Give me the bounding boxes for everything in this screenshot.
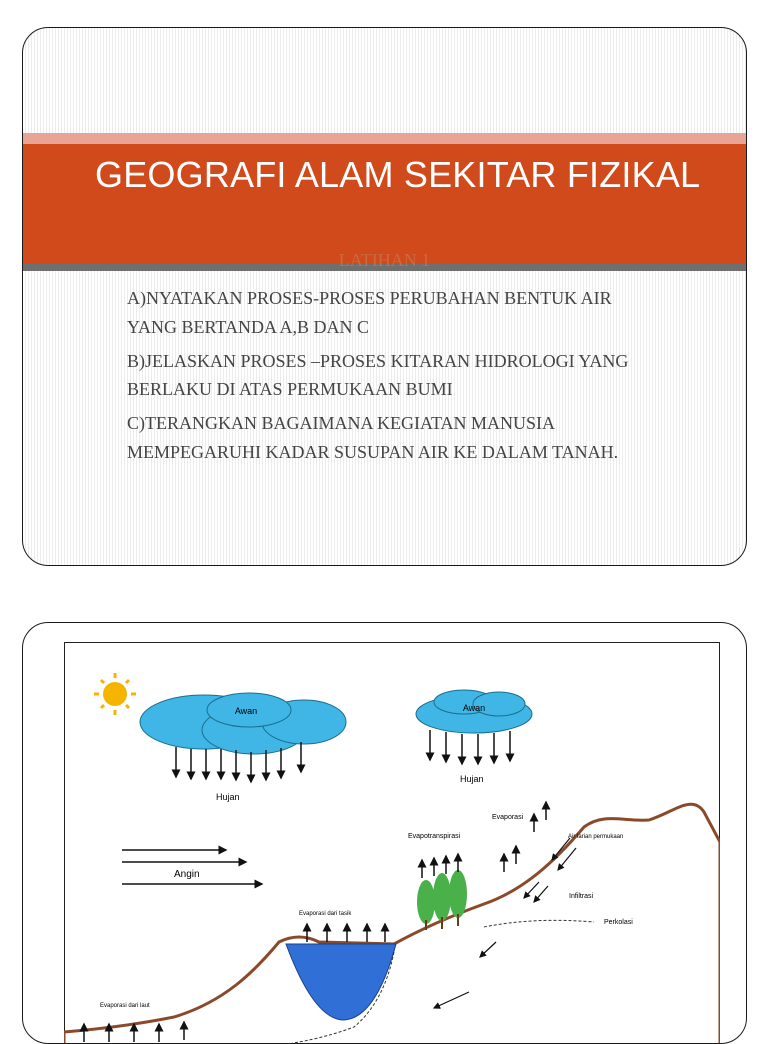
title-band-top-stripe	[23, 133, 746, 144]
cloud-left-label: Awan	[235, 706, 257, 716]
rain-right-label: Hujan	[460, 774, 484, 784]
question-b: B)JELASKAN PROSES –PROSES KITARAN HIDROLOGI YANG BERLAKU DI ATAS PERMUKAAN BUMI	[127, 347, 647, 405]
slide-1	[22, 27, 747, 566]
evaporation-label: Evaporasi	[492, 814, 524, 821]
percolation-label: Perkolasi	[604, 919, 633, 926]
evapotranspiration-label: Evapotranspirasi	[408, 833, 461, 840]
slide-title: GEOGRAFI ALAM SEKITAR FIZIKAL	[95, 154, 700, 196]
rain-left-label: Hujan	[216, 792, 240, 802]
question-list	[127, 284, 647, 472]
evap-sea-label: Evaporasi dari laut	[100, 1003, 150, 1009]
wind-label: Angin	[174, 869, 200, 880]
slide-2	[22, 622, 747, 1044]
surface-flow-label: Air larian permukaan	[568, 834, 623, 840]
slide-subtitle: LATIHAN 1	[23, 250, 746, 271]
evap-lake-label: Evaporasi dari tasik	[299, 911, 352, 917]
cloud-right-label: Awan	[463, 703, 485, 713]
question-c: C)TERANGKAN BAGAIMANA KEGIATAN MANUSIA MEMPEGARUHI KADAR SUSUPAN AIR KE DALAM TANAH.	[127, 409, 647, 467]
hydrological-cycle-diagram	[64, 642, 720, 1044]
question-a: A)NYATAKAN PROSES-PROSES PERUBAHAN BENTUK AIR YANG BERTANDA A,B DAN C	[127, 284, 647, 342]
infiltration-label: Infiltrasi	[569, 893, 594, 900]
